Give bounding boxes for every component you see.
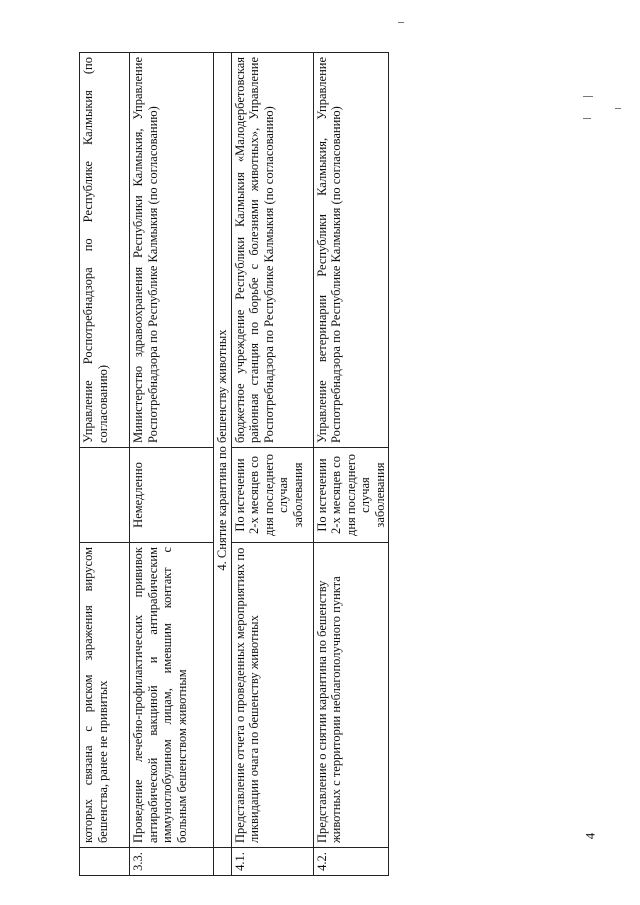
- scan-speck: [583, 96, 593, 97]
- term-cell: [80, 448, 130, 543]
- responsible-cell: Управление ветеринарии Республики Калмыкия, Управление Роспотребнадзора по Республике Калмыкия (по согласованию): [313, 53, 389, 448]
- term-cell: По истечении 2-х месяцев со дня последнего случая заболевания: [313, 448, 389, 543]
- term-cell: По истечении 2-х месяцев со дня последнего случая заболевания: [231, 448, 313, 543]
- term-cell: Немедленно: [130, 448, 214, 543]
- scan-speck: [398, 22, 404, 23]
- scan-speck: [615, 108, 621, 109]
- row-number: 4.1.: [231, 848, 313, 876]
- action-cell: Проведение лечебно-профилактических прививок антирабической вакциной и антирабическим иммуноглобулином лицам, имевшим контакт с больным бешенством животным: [130, 543, 214, 848]
- measures-table: [79, 52, 389, 876]
- table-row: [231, 53, 313, 876]
- row-number: [214, 848, 232, 876]
- section-title: 4. Снятие карантина по бешенству животных: [214, 53, 232, 848]
- page-number: 4: [582, 832, 598, 840]
- action-cell: Представление отчета о проведенных мероприятиях по ликвидации очага по бешенству животных: [231, 543, 313, 848]
- row-number: 3.3.: [130, 848, 214, 876]
- table-row: [80, 53, 130, 876]
- table-row: [313, 53, 389, 876]
- section-row: [214, 53, 232, 876]
- row-number: 4.2.: [313, 848, 389, 876]
- rotated-table-container: [79, 53, 387, 876]
- scan-speck: [583, 118, 591, 119]
- responsible-cell: Министерство здравоохранения Республики Калмыкия, Управление Роспотребнадзора по Республике Калмыкия (по согласованию): [130, 53, 214, 448]
- responsible-cell: Управление Роспотребнадзора по Республике Калмыкия (по согласованию): [80, 53, 130, 448]
- responsible-cell: бюджетное учреждение Республики Калмыкия «Малодербетовская районная станция по борьбе с болезнями животных», Управление Роспотребнадзора по Республике Калмыкия (по согласованию): [231, 53, 313, 448]
- row-number: [80, 848, 130, 876]
- table-row: [130, 53, 214, 876]
- action-cell: которых связана с риском заражения вирусом бешенства, ранее не привитых: [80, 543, 130, 848]
- action-cell: Представление о снятии карантина по бешенству животных с территории неблагополучного пункта: [313, 543, 389, 848]
